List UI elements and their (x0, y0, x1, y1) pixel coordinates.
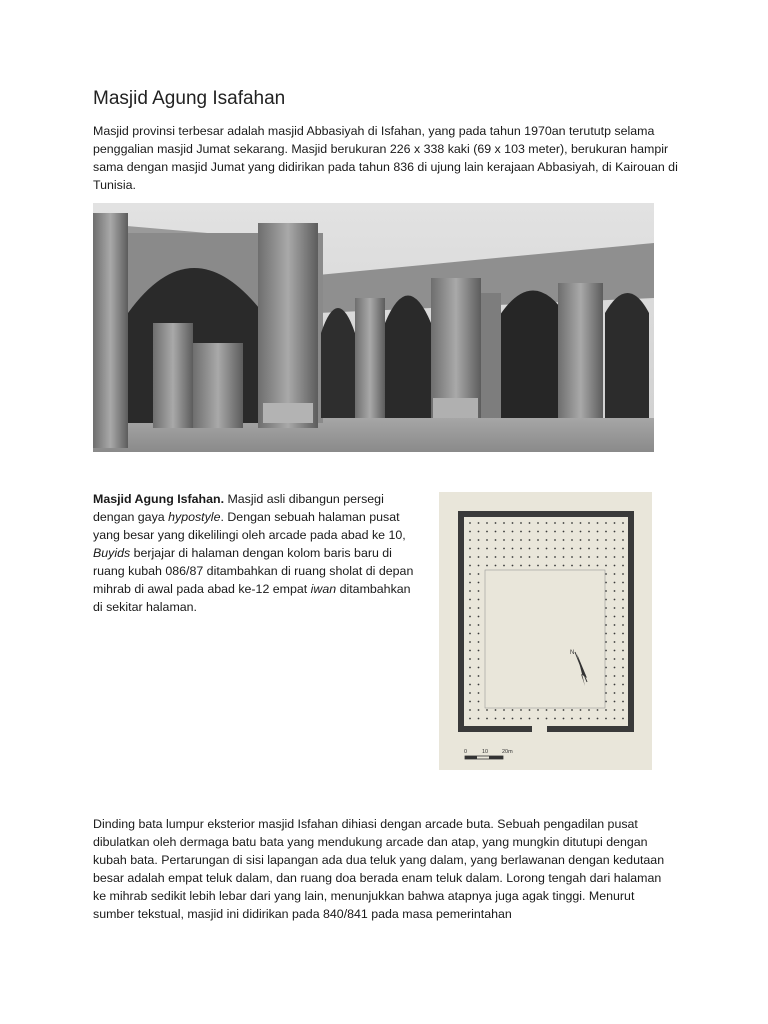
italic-term: hypostyle (168, 510, 221, 524)
plan-column-dot (571, 709, 573, 711)
plan-column-dot (614, 658, 616, 660)
plan-column-dot (546, 565, 548, 567)
plan-column-dot (622, 675, 624, 677)
paragraph-text: . Dengan sebuah halaman pusat yang besar yang dikelilingi oleh arcade pada abad ke 10, (93, 510, 406, 542)
plan-column-dot (478, 684, 480, 686)
plan-column-dot (622, 701, 624, 703)
plan-column-dot (546, 548, 548, 550)
plan-column-dot (614, 590, 616, 592)
north-label: N (570, 650, 575, 656)
plan-column-dot (622, 658, 624, 660)
plan-column-dot (554, 565, 556, 567)
plan-column-dot (478, 658, 480, 660)
paragraph-text: Masjid asli dibangun persegi dengan gaya (93, 492, 384, 524)
plan-column-dot (605, 709, 607, 711)
plan-column-dot (469, 701, 471, 703)
scale-label-10: 10 (482, 749, 489, 755)
plan-column-dot (529, 709, 531, 711)
plan-column-dot (605, 539, 607, 541)
plan-column-dot (622, 582, 624, 584)
plan-column-dot (597, 548, 599, 550)
plan-column-dot (537, 539, 539, 541)
plan-column-dot (478, 650, 480, 652)
plan-column-dot (605, 522, 607, 524)
plan-column-dot (520, 548, 522, 550)
plan-column-dot (469, 641, 471, 643)
plan-column-dot (605, 641, 607, 643)
plan-column-dot (503, 522, 505, 524)
plan-column-dot (469, 599, 471, 601)
plan-column-dot (605, 675, 607, 677)
plan-column-dot (537, 709, 539, 711)
plan-column-dot (563, 565, 565, 567)
plan-column-dot (580, 531, 582, 533)
plan-column-dot (622, 650, 624, 652)
plan-column-dot (622, 548, 624, 550)
plan-column-dot (478, 556, 480, 558)
plan-column-dot (503, 556, 505, 558)
plan-column-dot (614, 531, 616, 533)
plan-column-dot (580, 709, 582, 711)
plan-column-dot (478, 692, 480, 694)
plan-column-dot (614, 539, 616, 541)
plan-column-dot (469, 548, 471, 550)
scale-label-0: 0 (464, 749, 468, 755)
plan-column-dot (469, 718, 471, 720)
plan-column-dot (537, 718, 539, 720)
plan-column-dot (588, 548, 590, 550)
plan-column-dot (605, 582, 607, 584)
plan-column-dot (563, 709, 565, 711)
plan-column-dot (622, 556, 624, 558)
plan-column-dot (469, 633, 471, 635)
plan-column-dot (537, 548, 539, 550)
plan-column-dot (563, 531, 565, 533)
plan-column-dot (520, 556, 522, 558)
plan-column-dot (597, 539, 599, 541)
plan-column-dot (478, 624, 480, 626)
paragraph-text: berjajar di halaman dengan kolom baris baru di ruang kubah 086/87 ditambahkan di ruang sholat di depan mihrab di awal pada abad ke-12 empat (93, 546, 414, 596)
plan-column-dot (554, 718, 556, 720)
plan-column-dot (537, 531, 539, 533)
plan-column-dot (503, 718, 505, 720)
plan-column-dot (478, 590, 480, 592)
italic-term: iwan (310, 582, 337, 596)
plan-column-dot (605, 650, 607, 652)
plan-column-dot (622, 633, 624, 635)
plan-column-dot (478, 522, 480, 524)
plan-column-dot (486, 531, 488, 533)
plan-column-dot (469, 624, 471, 626)
plan-column-dot (469, 539, 471, 541)
plan-column-dot (478, 539, 480, 541)
plan-column-dot (588, 539, 590, 541)
plan-column-dot (512, 548, 514, 550)
plan-column-dot (614, 701, 616, 703)
plan-column-dot (614, 709, 616, 711)
plan-column-dot (469, 607, 471, 609)
plan-column-dot (478, 667, 480, 669)
plan-column-dot (546, 556, 548, 558)
plan-column-dot (486, 556, 488, 558)
plan-column-dot (580, 718, 582, 720)
plan-column-dot (580, 522, 582, 524)
plan-column-dot (588, 556, 590, 558)
plan-column-dot (554, 522, 556, 524)
plan-column-dot (469, 531, 471, 533)
plan-column-dot (563, 718, 565, 720)
plan-column-dot (512, 709, 514, 711)
plan-column-dot (597, 522, 599, 524)
plan-column-dot (622, 624, 624, 626)
plan-column-dot (605, 565, 607, 567)
plan-column-dot (588, 531, 590, 533)
plan-column-dot (478, 531, 480, 533)
plan-column-dot (614, 650, 616, 652)
plan-column-dot (546, 531, 548, 533)
plan-column-dot (605, 573, 607, 575)
plan-column-dot (478, 675, 480, 677)
plan-column-dot (588, 565, 590, 567)
plan-column-dot (605, 599, 607, 601)
plan-column-dot (495, 709, 497, 711)
plan-column-dot (622, 692, 624, 694)
plan-column-dot (605, 616, 607, 618)
plan-column-dot (571, 548, 573, 550)
body-paragraph: Dinding bata lumpur eksterior masjid Isfahan dihiasi dengan arcade buta. Sebuah pengadilan pusat dibulatkan oleh dermaga batu bata yang mendukung arcade dan atap, yang mungkin ditutupi dengan kubah bata. Pertarungan di sisi lapangan ada dua teluk yang dalam, yang berlawanan dengan kedutaan besar adalah empat teluk dalam, dan ruang doa berada enam teluk dalam. Lorong tengah dari halaman ke mihrab sedikit lebih lebar dari yang lain, menunjukkan bahwa atapnya juga agak tinggi. Menurut sumber tekstual, masjid ini didirikan pada 840/841 pada masa pemerintahan (93, 817, 665, 921)
plan-column-dot (622, 684, 624, 686)
plan-column-dot (605, 624, 607, 626)
plan-column-dot (486, 522, 488, 524)
plan-column-dot (495, 718, 497, 720)
plan-column-dot (469, 667, 471, 669)
plan-column-dot (622, 590, 624, 592)
plan-column-dot (486, 565, 488, 567)
plan-column-dot (469, 684, 471, 686)
plan-column-dot (563, 522, 565, 524)
plan-column-dot (512, 539, 514, 541)
plan-column-dot (495, 531, 497, 533)
plan-column-dot (614, 675, 616, 677)
plan-column-dot (614, 718, 616, 720)
plan-column-dot (486, 709, 488, 711)
plan-column-dot (486, 548, 488, 550)
plan-column-dot (546, 522, 548, 524)
plan-column-dot (478, 718, 480, 720)
plan-column-dot (597, 556, 599, 558)
plan-column-dot (486, 718, 488, 720)
plan-column-dot (529, 531, 531, 533)
plan-column-dot (469, 675, 471, 677)
plan-column-dot (478, 548, 480, 550)
plan-column-dot (605, 692, 607, 694)
plan-column-dot (614, 607, 616, 609)
plan-column-dot (478, 701, 480, 703)
plan-column-dot (529, 548, 531, 550)
plan-column-dot (478, 641, 480, 643)
plan-column-dot (529, 718, 531, 720)
plan-column-dot (495, 539, 497, 541)
plan-column-dot (520, 718, 522, 720)
plan-column-dot (520, 539, 522, 541)
plan-column-dot (605, 633, 607, 635)
plan-column-dot (605, 607, 607, 609)
plan-column-dot (486, 539, 488, 541)
plan-column-dot (605, 684, 607, 686)
plan-column-dot (512, 522, 514, 524)
plan-column-dot (503, 709, 505, 711)
plan-column-dot (478, 616, 480, 618)
plan-column-dot (520, 565, 522, 567)
plan-column-dot (537, 565, 539, 567)
plan-column-dot (605, 590, 607, 592)
plan-column-dot (622, 599, 624, 601)
plan-column-dot (478, 565, 480, 567)
plan-column-dot (614, 633, 616, 635)
plan-column-dot (622, 709, 624, 711)
plan-column-dot (597, 531, 599, 533)
plan-column-dot (605, 701, 607, 703)
plan-column-dot (563, 556, 565, 558)
plan-column-dot (554, 531, 556, 533)
plan-column-dot (554, 539, 556, 541)
plan-column-dot (469, 709, 471, 711)
plan-column-dot (469, 565, 471, 567)
plan-column-dot (478, 582, 480, 584)
plan-column-dot (605, 658, 607, 660)
plan-column-dot (622, 667, 624, 669)
plan-column-dot (495, 522, 497, 524)
plan-column-dot (469, 556, 471, 558)
plan-column-dot (571, 531, 573, 533)
paragraph-lead: Masjid Agung Isfahan. (93, 492, 225, 506)
italic-term: Buyids (93, 546, 131, 560)
plan-column-dot (554, 556, 556, 558)
plan-column-dot (614, 692, 616, 694)
plan-column-dot (614, 667, 616, 669)
mosque-floor-plan (439, 492, 652, 770)
plan-column-dot (622, 718, 624, 720)
plan-column-dot (495, 548, 497, 550)
plan-column-dot (622, 539, 624, 541)
plan-column-dot (478, 709, 480, 711)
plan-column-dot (622, 522, 624, 524)
plan-column-dot (571, 539, 573, 541)
intro-paragraph: Masjid provinsi terbesar adalah masjid Abbasiyah di Isfahan, yang pada tahun 1970an terututp selama penggalian masjid Jumat sekarang. Masjid berukuran 226 x 338 kaki (69 x 103 meter), berukuran hampir sama dengan masjid Jumat yang didirikan pada tahun 836 di ujung lain kerajaan Abbasiyah, di Kairouan di Tunisia. (93, 124, 678, 192)
plan-column-dot (614, 641, 616, 643)
plan-column-dot (469, 658, 471, 660)
plan-column-dot (605, 556, 607, 558)
plan-column-dot (503, 539, 505, 541)
plan-column-dot (605, 548, 607, 550)
plan-column-dot (571, 565, 573, 567)
plan-column-dot (478, 633, 480, 635)
plan-column-dot (605, 531, 607, 533)
plan-column-dot (614, 548, 616, 550)
plan-column-dot (529, 556, 531, 558)
plan-column-dot (554, 709, 556, 711)
plan-column-dot (469, 650, 471, 652)
plan-column-dot (588, 718, 590, 720)
plan-column-dot (503, 565, 505, 567)
plan-column-dot (563, 539, 565, 541)
plan-column-dot (614, 616, 616, 618)
plan-column-dot (469, 692, 471, 694)
plan-column-dot (503, 548, 505, 550)
page-title: Masjid Agung Isafahan (93, 88, 286, 109)
scale-label-20m: 20m (502, 749, 513, 755)
plan-column-dot (478, 573, 480, 575)
plan-column-dot (614, 599, 616, 601)
plan-column-dot (580, 556, 582, 558)
plan-column-dot (529, 565, 531, 567)
plan-column-dot (597, 718, 599, 720)
plan-column-dot (614, 522, 616, 524)
plan-column-dot (580, 539, 582, 541)
plan-column-dot (597, 565, 599, 567)
plan-column-dot (512, 565, 514, 567)
plan-column-dot (529, 522, 531, 524)
plan-column-dot (571, 556, 573, 558)
plan-column-dot (469, 522, 471, 524)
plan-column-dot (469, 573, 471, 575)
plan-column-dot (563, 548, 565, 550)
plan-column-dot (622, 565, 624, 567)
plan-column-dot (495, 556, 497, 558)
plan-column-dot (622, 641, 624, 643)
plan-column-dot (537, 522, 539, 524)
plan-column-dot (622, 616, 624, 618)
plan-column-dot (546, 709, 548, 711)
plan-column-dot (614, 624, 616, 626)
plan-column-dot (614, 573, 616, 575)
plan-column-dot (537, 556, 539, 558)
plan-column-dot (605, 667, 607, 669)
plan-column-dot (520, 522, 522, 524)
plan-column-dot (512, 531, 514, 533)
plan-column-dot (605, 718, 607, 720)
plan-column-dot (614, 565, 616, 567)
plan-column-dot (588, 522, 590, 524)
plan-column-dot (546, 718, 548, 720)
plan-column-dot (571, 718, 573, 720)
plan-column-dot (580, 565, 582, 567)
plan-column-dot (614, 684, 616, 686)
plan-column-dot (512, 718, 514, 720)
plan-column-dot (614, 556, 616, 558)
plan-column-dot (469, 590, 471, 592)
plan-column-dot (529, 539, 531, 541)
plan-column-dot (622, 607, 624, 609)
plan-column-dot (469, 582, 471, 584)
plan-column-dot (478, 599, 480, 601)
plan-column-dot (588, 709, 590, 711)
plan-column-dot (571, 522, 573, 524)
plan-column-dot (469, 616, 471, 618)
paragraph-text: ditambahkan di sekitar halaman. (93, 582, 411, 614)
plan-column-dot (512, 556, 514, 558)
plan-column-dot (554, 548, 556, 550)
plan-column-dot (614, 582, 616, 584)
plan-column-dot (622, 531, 624, 533)
mosque-arcade-photo (93, 203, 654, 452)
plan-column-dot (520, 709, 522, 711)
plan-column-dot (503, 531, 505, 533)
plan-column-dot (478, 607, 480, 609)
plan-column-dot (597, 709, 599, 711)
plan-column-dot (622, 573, 624, 575)
plan-column-dot (495, 565, 497, 567)
plan-description-paragraph (93, 490, 423, 616)
plan-column-dot (580, 548, 582, 550)
plan-column-dot (520, 531, 522, 533)
plan-column-dot (546, 539, 548, 541)
